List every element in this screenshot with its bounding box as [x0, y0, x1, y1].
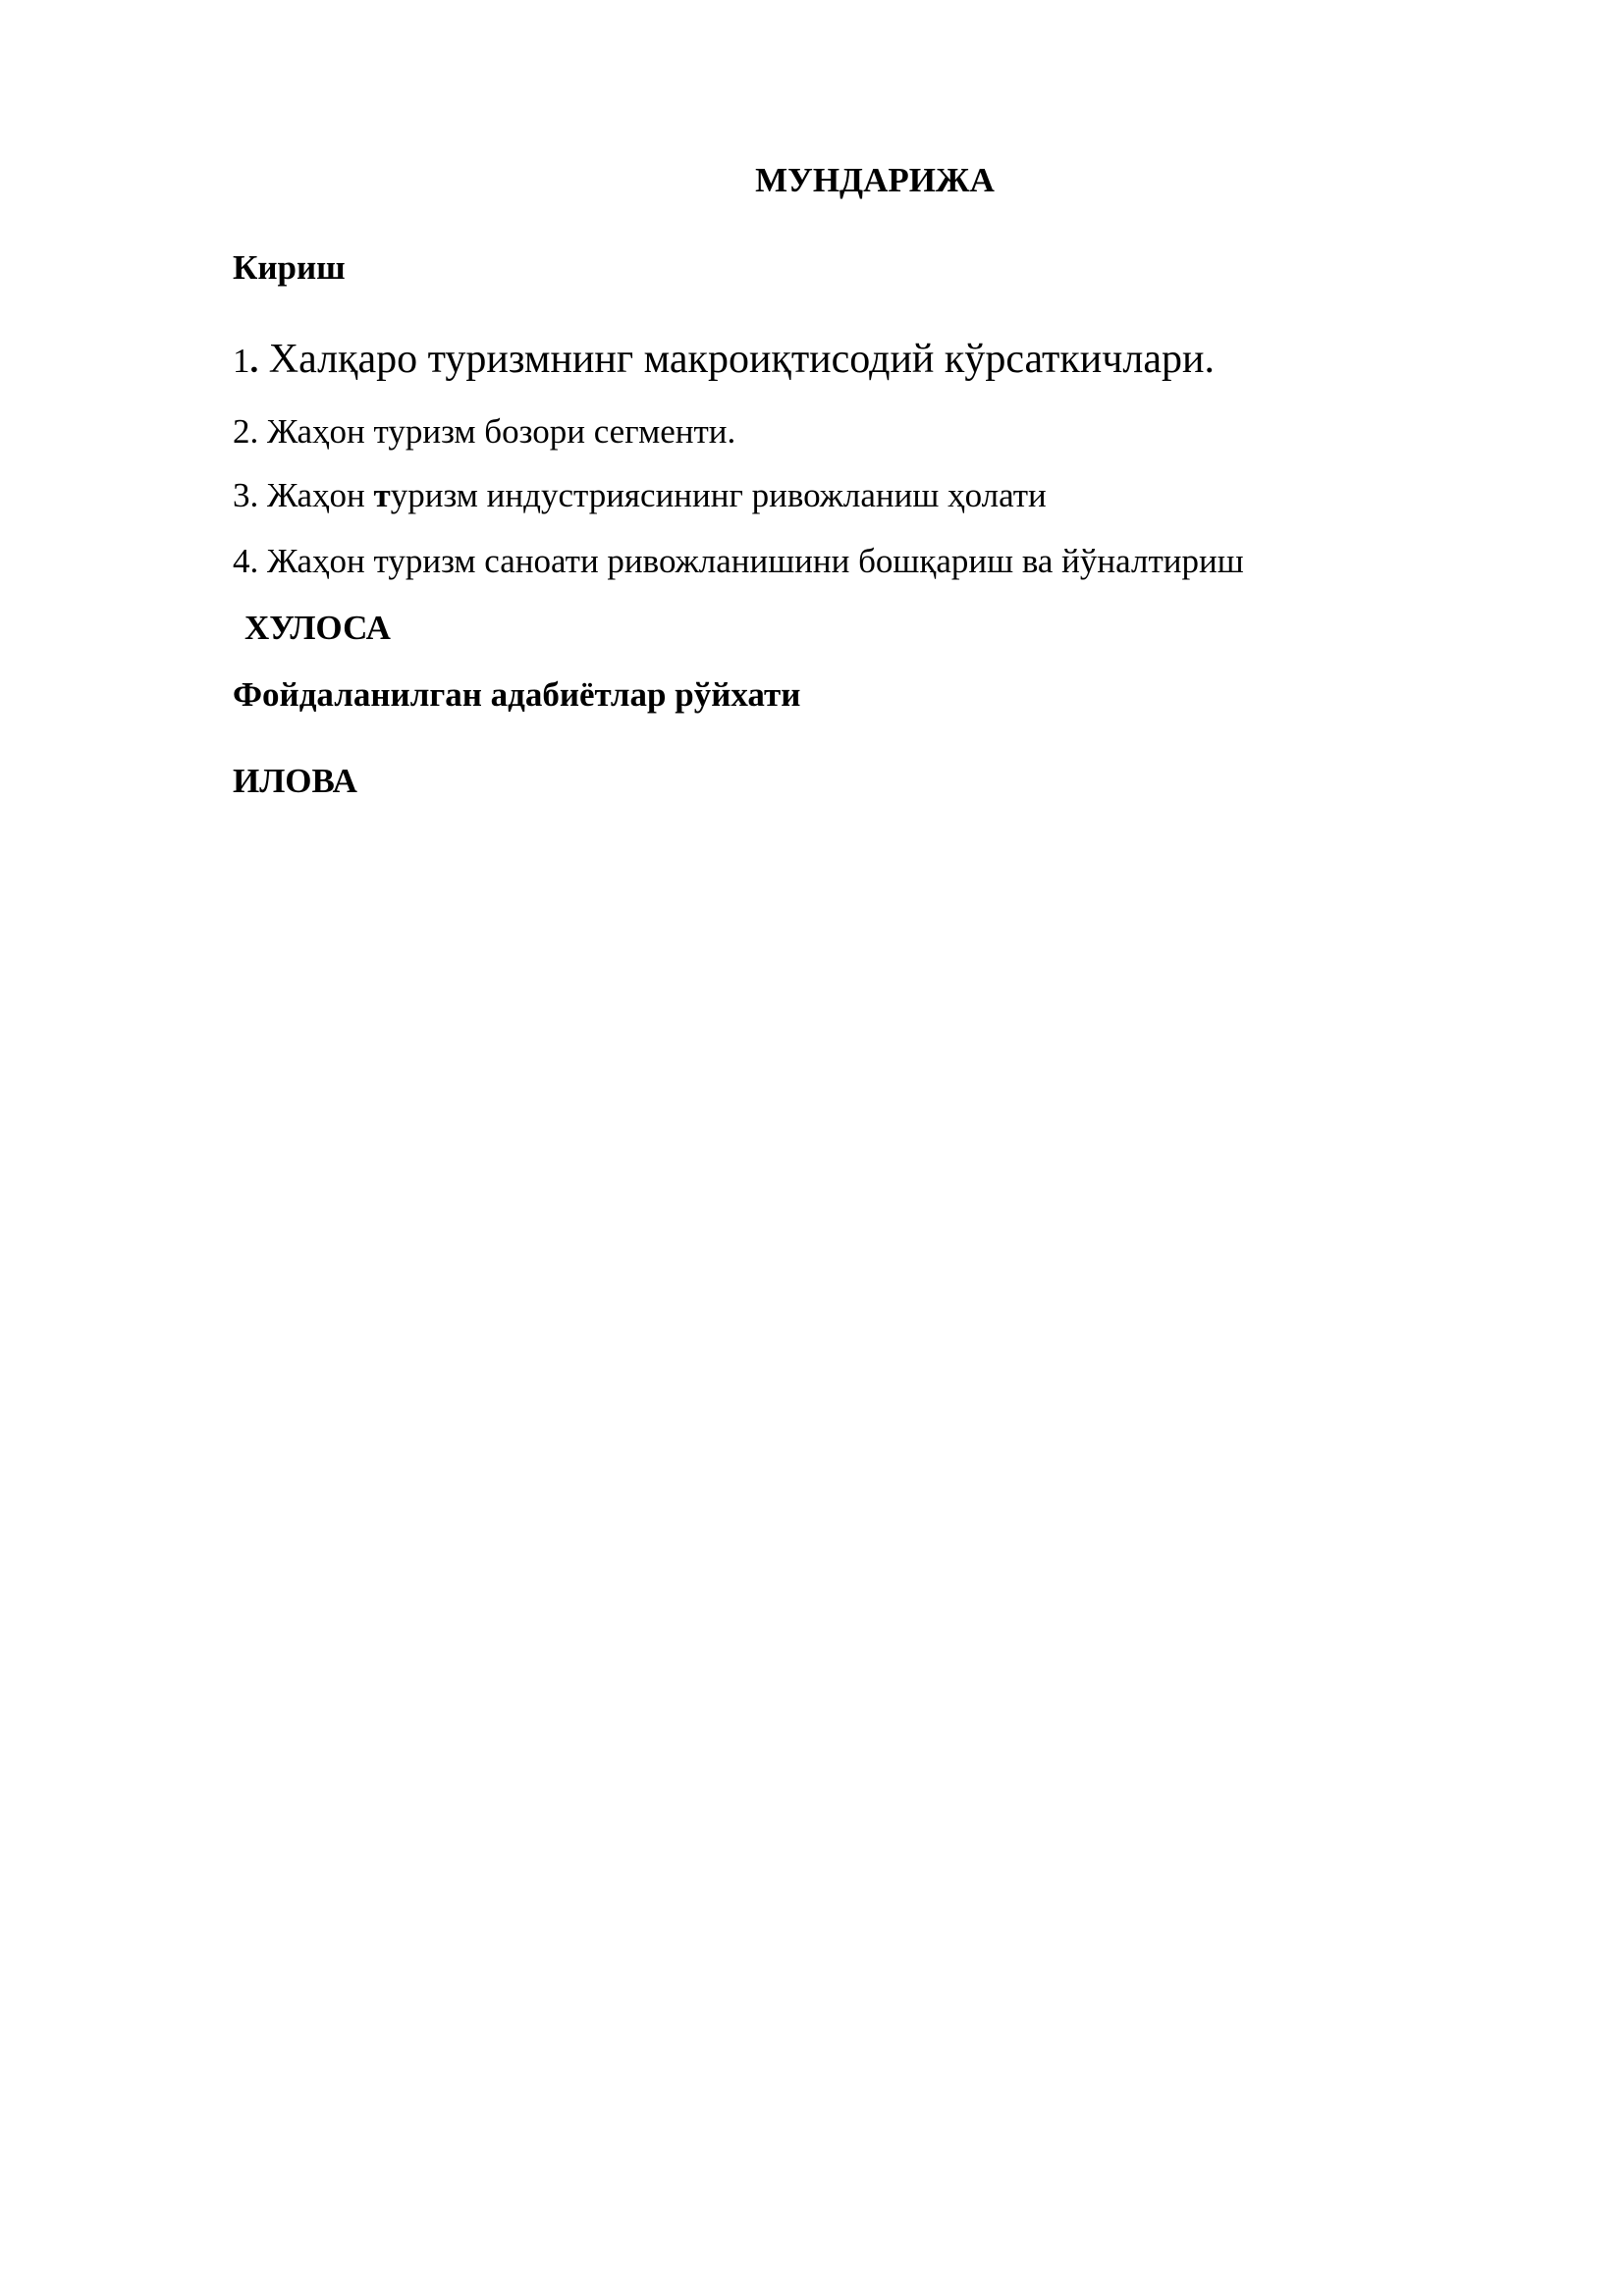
- toc-references: Фойдаланилган адабиётлар рўйхати: [233, 675, 801, 714]
- toc-title: МУНДАРИЖА: [755, 161, 995, 199]
- toc-item-3-bold-letter: т: [373, 476, 391, 514]
- toc-item-4: 4. Жаҳон туризм саноати ривожланишини бошқариш ва йўналтириш: [233, 542, 1244, 580]
- toc-conclusion: ХУЛОСА: [244, 609, 391, 647]
- toc-item-1-text: Халқаро туризмнинг макроиқтисодий кўрсаткичлари.: [258, 337, 1215, 382]
- toc-item-3: [233, 478, 1047, 512]
- toc-intro: Кириш: [233, 248, 346, 287]
- toc-item-3-prefix: 3. Жаҳон: [233, 476, 374, 514]
- toc-item-1-dot: .: [249, 342, 259, 380]
- toc-item-2: 2. Жаҳон туризм бозори сегменти.: [233, 412, 736, 451]
- toc-item-3-rest: уризм индустриясининг ривожланиш ҳолати: [390, 476, 1047, 514]
- toc-appendix: ИЛОВА: [233, 762, 357, 800]
- toc-item-1: [233, 339, 1215, 380]
- toc-item-1-number: 1: [233, 342, 250, 380]
